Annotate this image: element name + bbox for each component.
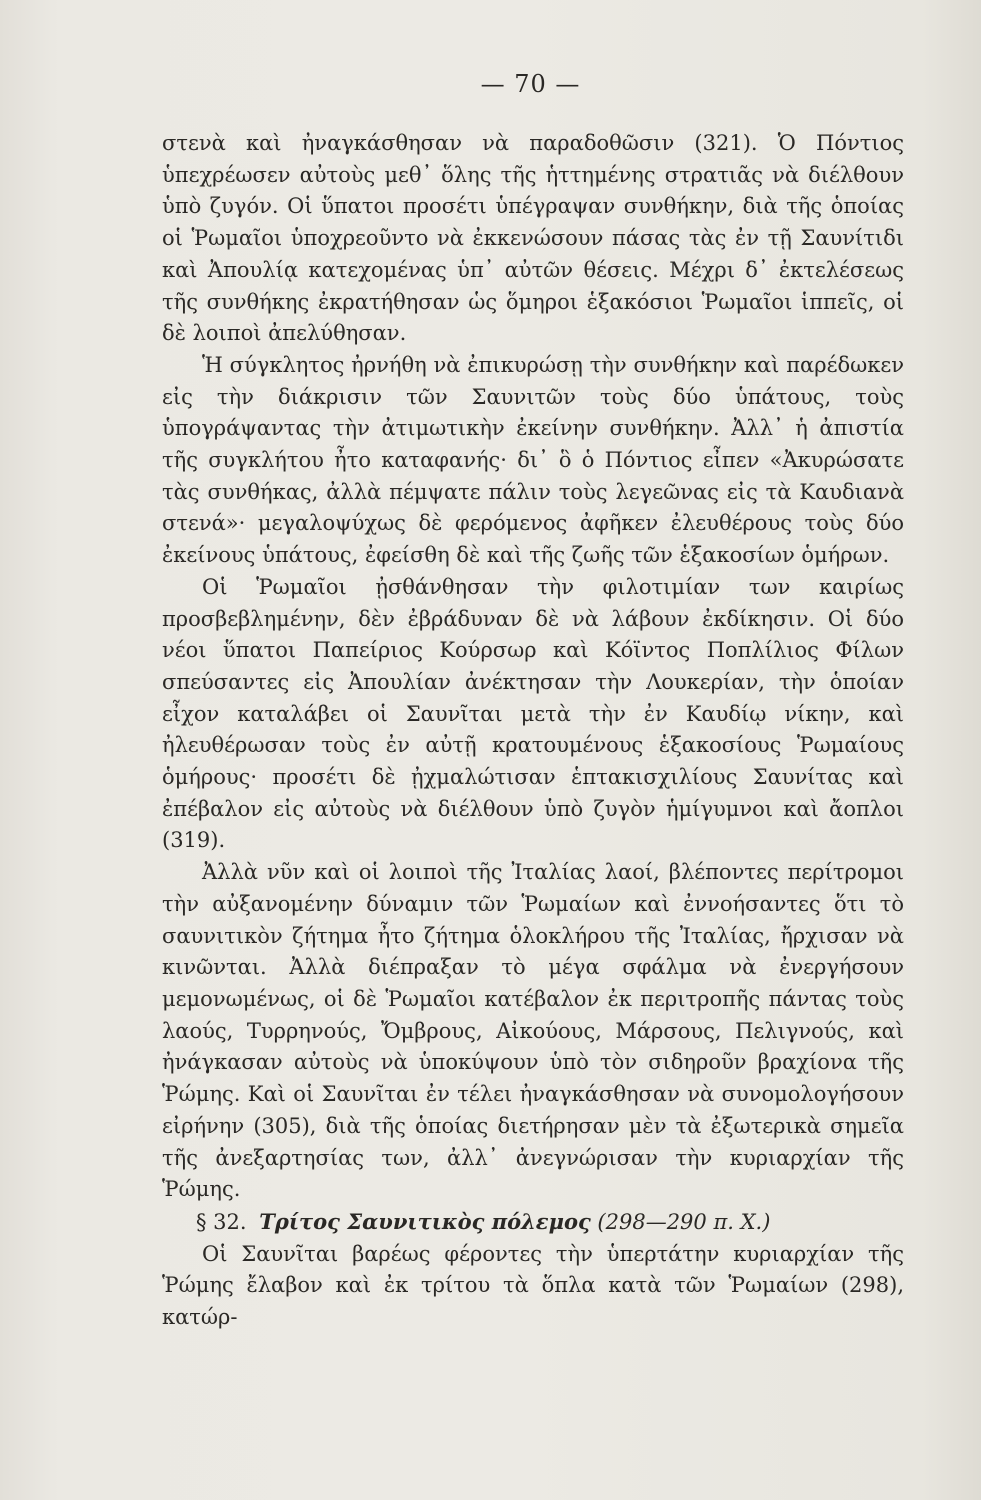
paragraph-3: Οἱ Ῥωμαῖοι ᾐσθάνθησαν τὴν φιλοτιμίαν των καιρίως προσβεβλημένην, δὲν ἐβράδυναν δὲ νὰ λάβουν ἐκδίκησιν. Οἱ δύο νέοι ὕπατοι Παπείριος Κούρσωρ καὶ Κόϊντος Ποπλίλιος Φίλων σπεύσαντες εἰς Ἀπουλίαν ἀνέκτησαν τὴν Λουκερίαν, τὴν ὁποίαν εἶχον καταλάβει οἱ Σαυνῖται μετὰ τὴν ἐν Καυδίῳ νίκην, καὶ ἠλευθέρωσαν τοὺς ἐν αὐτῇ κρατουμένους ἑξακοσίους Ῥωμαίους ὁμήρους· προσέτι δὲ ᾐχμαλώτισαν ἑπτακισχιλίους Σαυνίτας καὶ ἐπέβαλον εἰς αὐτοὺς νὰ διέλθουν ὑπὸ ζυγὸν ἡμίγυμνοι καὶ ἄοπλοι (319). <box>162 574 904 853</box>
page-body <box>162 128 904 1334</box>
section-dates: (298—290 π. Χ.) <box>597 1209 771 1234</box>
paragraph-2: Ἡ σύγκλητος ἠρνήθη νὰ ἐπικυρώσῃ τὴν συνθήκην καὶ παρέδωκεν εἰς τὴν διάκρισιν τῶν Σαυνιτῶν τοὺς δύο ὑπάτους, τοὺς ὑπογράψαντας τὴν ἀτιμωτικὴν ἐκείνην συνθήκην. Ἀλλ᾽ ἡ ἀπιστία τῆς συγκλήτου ἦτο καταφανής· δι᾽ ὃ ὁ Πόντιος εἶπεν «Ἀκυρώσατε τὰς συνθήκας, ἀλλὰ πέμψατε πάλιν τοὺς λεγεῶνας εἰς τὰ Καυδιανὰ στενά»· μεγαλοψύχως δὲ φερόμενος ἀφῆκεν ἐλευθέρους τοὺς δύο ἐκείνους ὑπάτους, ἐφείσθη δὲ καὶ τῆς ζωῆς τῶν ἑξακοσίων ὁμήρων. <box>162 352 904 568</box>
paragraph-1: στενὰ καὶ ἠναγκάσθησαν νὰ παραδοθῶσιν (321). Ὁ Πόντιος ὑπεχρέωσεν αὐτοὺς μεθ᾽ ὅλης τῆς ἡττημένης στρατιᾶς νὰ διέλθουν ὑπὸ ζυγόν. Οἱ ὕπατοι προσέτι ὑπέγραψαν συνθήκην, διὰ τῆς ὁποίας οἱ Ῥωμαῖοι ὑποχρεοῦντο νὰ ἐκκενώσουν πάσας τὰς ἐν τῇ Σαυνίτιδι καὶ Ἀπουλίᾳ κατεχομένας ὑπ᾽ αὐτῶν θέσεις. Μέχρι δ᾽ ἐκτελέσεως τῆς συνθήκης ἐκρατήθησαν ὡς ὅμηροι ἑξακόσιοι Ῥωμαῖοι ἱππεῖς, οἱ δὲ λοιποὶ ἀπελύθησαν. <box>162 131 904 346</box>
page-number: — 70 — <box>480 70 581 98</box>
section-heading <box>162 1206 904 1239</box>
paragraph-5: Οἱ Σαυνῖται βαρέως φέροντες τὴν ὑπερτάτην κυριαρχίαν τῆς Ῥώμης ἔλαβον καὶ ἐκ τρίτου τὰ ὅπλα κατὰ τῶν Ῥωμαίων (298), κατώρ- <box>162 1241 904 1330</box>
section-mark: § 32. <box>196 1209 247 1234</box>
paragraph-4: Ἀλλὰ νῦν καὶ οἱ λοιποὶ τῆς Ἰταλίας λαοί, βλέποντες περίτρομοι τὴν αὐξανομένην δύναμιν τῶν Ῥωμαίων καὶ ἐννοήσαντες ὅτι τὸ σαυνιτικὸν ζήτημα ἦτο ζήτημα ὁλοκλήρου τῆς Ἰταλίας, ἤρχισαν νὰ κινῶνται. Ἀλλὰ διέπραξαν τὸ μέγα σφάλμα νὰ ἐνεργήσουν μεμονωμένως, οἱ δὲ Ῥωμαῖοι κατέβαλον ἐκ περιτροπῆς πάντας τοὺς λαούς, Τυρρηνούς, Ὄμβρους, Αἰκούους, Μάρσους, Πελιγνούς, καὶ ἠνάγκασαν αὐτοὺς νὰ ὑποκύψουν ὑπὸ τὸν σιδηροῦν βραχίονα τῆς Ῥώμης. Καὶ οἱ Σαυνῖται ἐν τέλει ἠναγκάσθησαν νὰ συνομολογήσουν εἰρήνην (305), διὰ τῆς ὁποίας διετήρησαν μὲν τὰ ἐξωτερικὰ σημεῖα τῆς ἀνεξαρτησίας των, ἀλλ᾽ ἀνεγνώρισαν τὴν κυριαρχίαν τῆς Ῥώμης. <box>162 860 904 1202</box>
section-title: Τρίτος Σαυνιτικὸς πόλεμος <box>259 1208 591 1234</box>
